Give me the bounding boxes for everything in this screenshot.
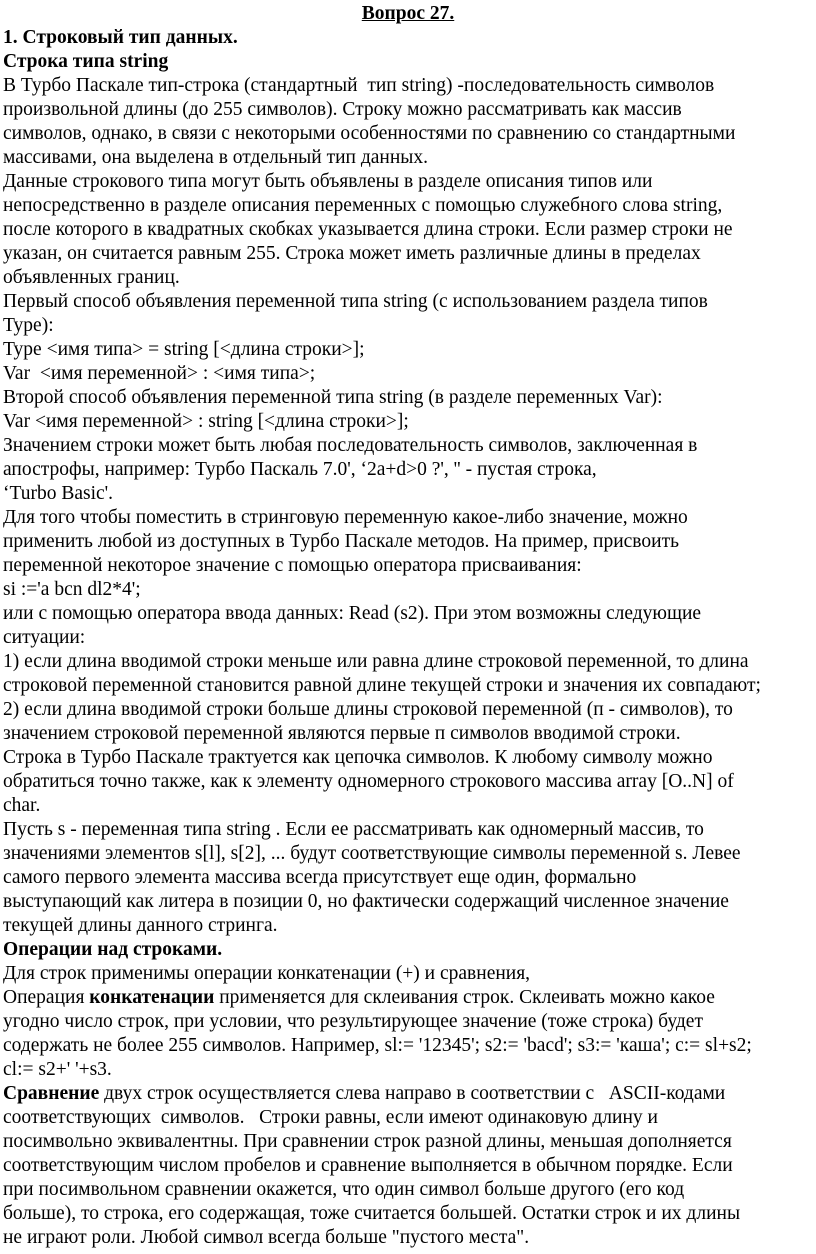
text-line: 1) если длина вводимой строки меньше или равна длине строковой переменной, то длина [3, 651, 749, 672]
text-line: самого первого элемента массива всегда присутствует еще один, формально [3, 867, 637, 888]
text-line: угодно число строк, при условии, что результирующее значение (тоже строка) будет [3, 1011, 703, 1032]
code-line: Var <имя переменной> : string [<длина строки>]; [3, 411, 409, 432]
text-line: Данные строкового типа могут быть объявлены в разделе описания типов или [3, 171, 653, 192]
text-line: содержать не более 255 символов. Например, sl:= '12345'; s2:= 'bacd'; s3:= 'каша'; c:= sl+s2; [3, 1035, 752, 1056]
text-line: значениями элементов s[l], s[2], ... будут соответствующие символы переменной s. Левее [3, 843, 741, 864]
text-line: 2) если длина вводимой строки больше длины строковой переменной (п - символов), то [3, 699, 733, 720]
text-line: Для того чтобы поместить в стринговую переменную какое-либо значение, можно [3, 507, 688, 528]
section-heading: Операции над строками. [3, 939, 223, 960]
text-line: ‘Turbo Basic'. [3, 483, 114, 504]
code-line: Type <имя типа> = string [<длина строки>]; [3, 339, 365, 360]
document-title: Вопрос 27. [361, 3, 455, 24]
section-heading: 1. Строковый тип данных. [3, 27, 238, 48]
text-line: Строка в Турбо Паскале трактуется как цепочка символов. К любому символу можно [3, 747, 713, 768]
text-line: после которого в квадратных скобках указывается длина строки. Если размер строки не [3, 219, 733, 240]
bold-term: Сравнение [3, 1083, 100, 1104]
code-line: si :='a bcn dl2*4'; [3, 579, 141, 600]
text-line: текущей длины данного стринга. [3, 915, 278, 936]
text-line: char. [3, 795, 41, 816]
text-line: обратиться точно также, как к элементу одномерного строкового массива array [O..N] of [3, 771, 734, 792]
text-line: Type): [3, 315, 54, 336]
text-line: произвольной длины (до 255 символов). Строку можно рассматривать как массив [3, 99, 682, 120]
text-line: при посимвольном сравнении окажется, что один символ больше другого (его код [3, 1179, 685, 1200]
text-line: посимвольно эквивалентны. При сравнении строк разной длины, меньшая дополняется [3, 1131, 732, 1152]
text-line: Первый способ объявления переменной типа string (с использованием раздела типов [3, 291, 708, 312]
text-line: Второй способ объявления переменной типа string (в разделе переменных Var): [3, 387, 663, 408]
code-line: Var <имя переменной> : <имя типа>; [3, 363, 316, 384]
text-line: Значением строки может быть любая последовательность символов, заключенная в [3, 435, 698, 456]
subsection-heading: Строка типа string [3, 51, 169, 72]
text-line: больше), то строка, его содержащая, тоже считается большей. Остатки строк и их длины [3, 1203, 741, 1224]
text-line: соответствующих символов. Строки равны, если имеют одинаковую длину и [3, 1107, 658, 1128]
text-span: применяется для склеивания строк. Склеивать можно какое [214, 987, 715, 1008]
text-line: апострофы, например: Турбо Паскаль 7.0', ‘2a+d>0 ?', '' - пустая строка, [3, 459, 597, 480]
text-line: или с помощью оператора ввода данных: Read (s2). При этом возможны следующие [3, 603, 702, 624]
text-span: Операция [3, 987, 90, 1008]
text-line [3, 1082, 725, 1106]
text-line: объявленных границ. [3, 267, 180, 288]
text-line: не играют роли. Любой символ всегда больше "пустого места". [3, 1227, 530, 1248]
text-line: значением строковой переменной являются первые п символов вводимой строки. [3, 723, 681, 744]
text-line: непосредственно в разделе описания переменных с помощью служебного слова string, [3, 195, 723, 216]
text-line: соответствующим числом пробелов и сравнение выполняется в обычном порядке. Если [3, 1155, 733, 1176]
text-line: применить любой из доступных в Турбо Паскале методов. На пример, присвоить [3, 531, 679, 552]
text-line: ситуации: [3, 627, 86, 648]
text-line: символов, однако, в связи с некоторыми особенностями по сравнению со стандартными [3, 123, 736, 144]
text-line: cl:= s2+' '+s3. [3, 1059, 112, 1080]
text-line: массивами, она выделена в отдельный тип данных. [3, 147, 429, 168]
text-line: указан, он считается равным 255. Строка может иметь различные длины в пределах [3, 243, 701, 264]
text-line: переменной некоторое значение с помощью оператора присваивания: [3, 555, 582, 576]
text-line: Пусть s - переменная типа string . Если ее рассматривать как одномерный массив, то [3, 819, 704, 840]
text-span: двух строк осуществляется слева направо в соответствии с ASCII-кодами [99, 1083, 726, 1104]
text-line: В Турбо Паскале тип-строка (стандартный тип string) -последовательность символов [3, 75, 715, 96]
text-line: Для строк применимы операции конкатенации (+) и сравнения, [3, 963, 531, 984]
bold-term: конкатенации [89, 987, 215, 1008]
text-line: строковой переменной становится равной длине текущей строки и значения их совпадают; [3, 675, 761, 696]
text-line: выступающий как литера в позиции 0, но фактически содержащий численное значение [3, 891, 729, 912]
text-line [3, 986, 715, 1010]
